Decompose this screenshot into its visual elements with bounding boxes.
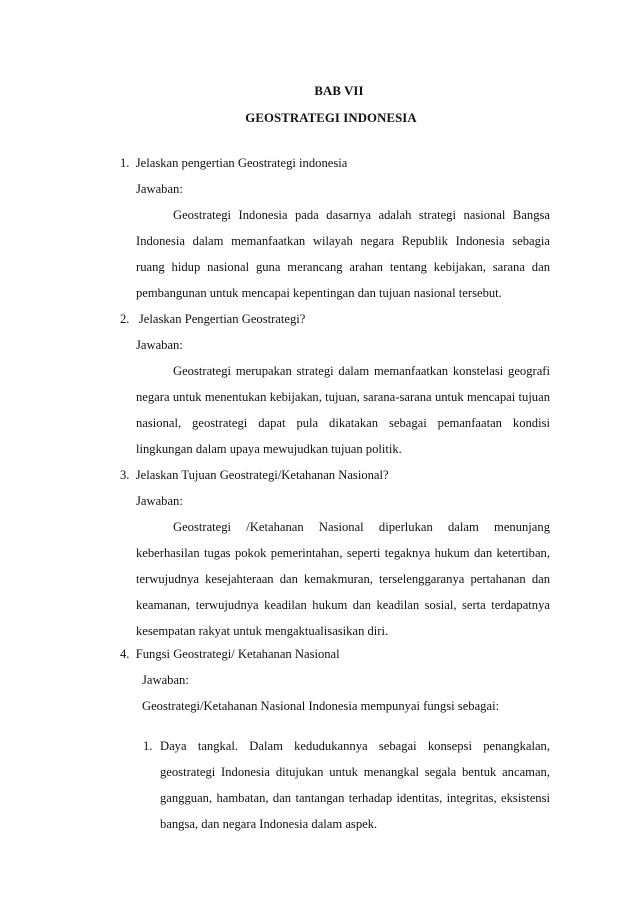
answer-text: Geostrategi Indonesia pada dasarnya adalah strategi nasional Bangsa Indonesia dalam memanfaatkan wilayah negara Republik Indonesia sebagia ruang hidup nasional guna merancang arahan tentang kebijakan, sarana dan pembangunan untuk mencapai kepentingan dan tujuan nasional tersebut. [136,208,550,300]
question-number: 4. [120,647,130,661]
question-text: Jelaskan pengertian Geostrategi indonesia [135,156,348,170]
question-text: Jelaskan Tujuan Geostrategi/Ketahanan Nasional? [135,468,389,482]
chapter-heading: BAB VII [314,84,364,98]
answer-label: Jawaban: [136,182,183,196]
question-text: Jelaskan Pengertian Geostrategi? [138,312,306,326]
answer-block [120,332,550,462]
question-2 [120,306,550,462]
answer-text: Geostrategi/Ketahanan Nasional Indonesia mempunyai fungsi sebagai: [142,699,500,713]
question-text: Fungsi Geostrategi/ Ketahanan Nasional [135,647,340,661]
question-3-line [120,462,550,488]
question-3 [120,462,550,644]
question-4 [120,641,550,719]
question-1 [120,150,550,306]
function-list-item-1 [143,733,550,837]
question-number: 1. [120,156,130,170]
question-number: 2. [120,312,130,326]
list-item-number: 1. [143,739,153,753]
answer-label: Jawaban: [136,338,183,352]
answer-block [120,667,550,719]
question-1-line [120,150,550,176]
answer-text: Geostrategi /Ketahanan Nasional diperlukan dalam menunjang keberhasilan tugas pokok pemerintahan, seperti tegaknya hukum dan ketertiban, terwujudnya kesejahteraan dan kemakmuran, terselenggaranya pertahanan dan keamanan, terwujudnya keadilan hukum dan keadilan sosial, serta terdapatnya kesempatan rakyat untuk mengaktualisasikan diri. [136,520,550,638]
answer-text: Geostrategi merupakan strategi dalam memanfaatkan konstelasi geografi negara untuk menentukan kebijakan, tujuan, sarana-sarana untuk mencapai tujuan nasional, geostrategi dapat pula dikatakan sebagai pemanfaatan kondisi lingkungan dalam upaya mewujudkan tujuan politik. [136,364,550,456]
question-4-line [120,641,550,667]
list-item-text: Daya tangkal. Dalam kedudukannya sebagai konsepsi penangkalan, geostrategi Indonesia ditujukan untuk menangkal segala bentuk ancaman, gangguan, hambatan, dan tantangan terhadap identitas, integritas, eksistensi bangsa, dan negara Indonesia dalam aspek. [160,739,550,831]
question-2-line [120,306,550,332]
question-number: 3. [120,468,130,482]
answer-block [120,488,550,644]
answer-block [120,176,550,306]
answer-label: Jawaban: [142,673,189,687]
chapter-title: GEOSTRATEGI INDONESIA [245,111,417,125]
answer-label: Jawaban: [136,494,183,508]
